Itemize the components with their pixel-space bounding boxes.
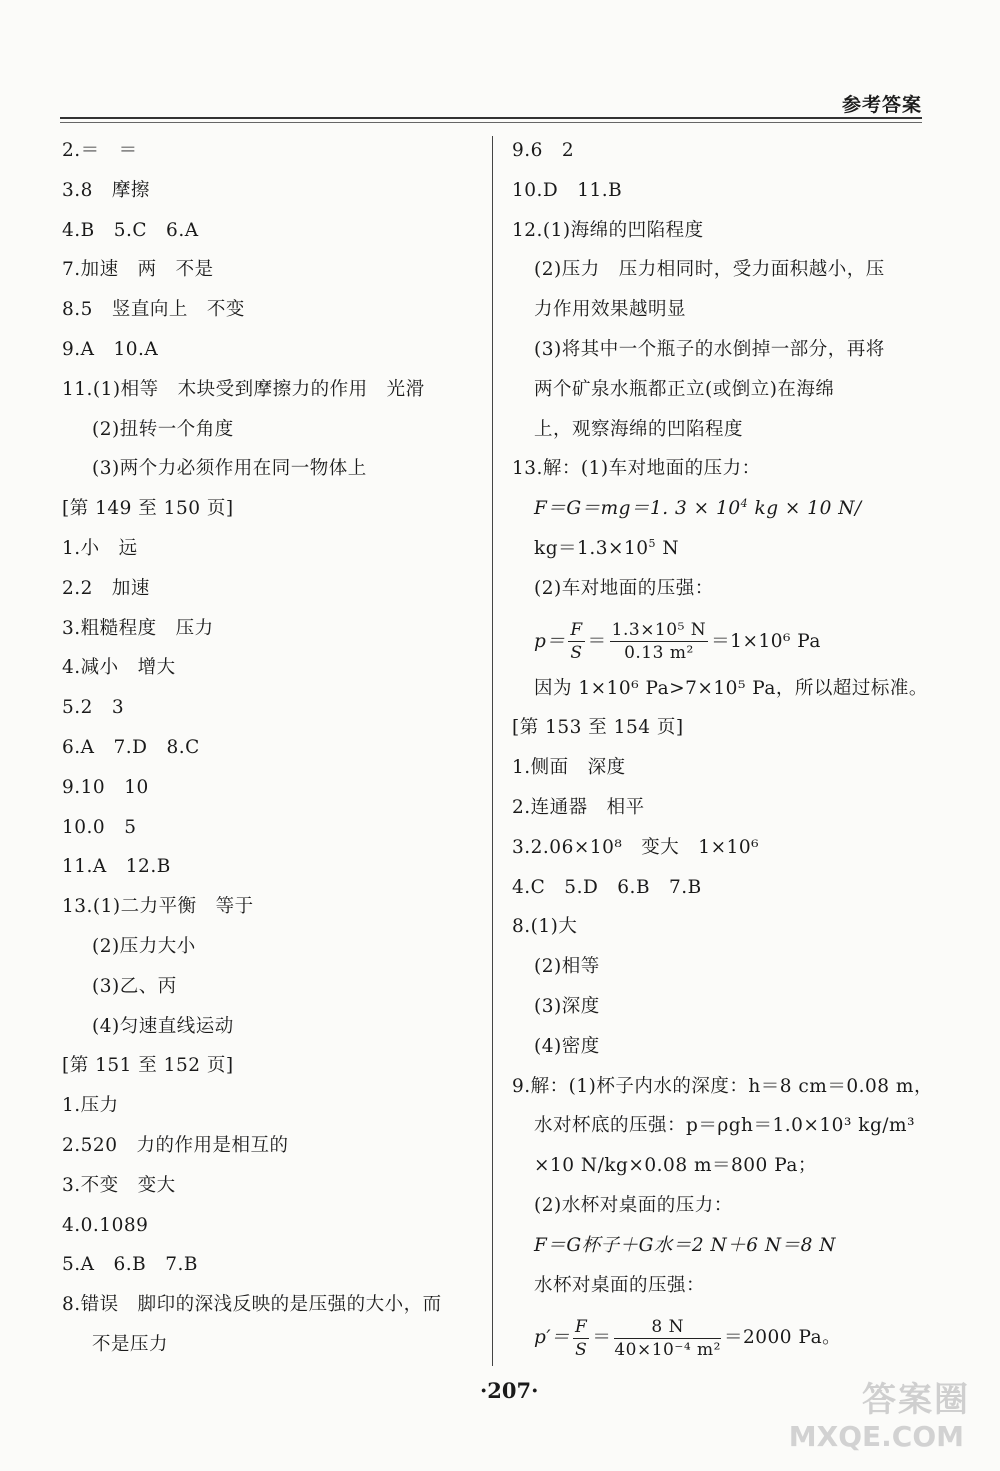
answer-line: (3)乙、丙 (92, 975, 177, 997)
answer-line: ×10 N/kg×0.08 m＝800 Pa； (534, 1155, 817, 1177)
answer-line: 2.520 力的作用是相互的 (62, 1134, 289, 1156)
answer-line: 2.连通器 相平 (512, 796, 645, 818)
right-column (512, 134, 933, 1368)
answer-line: 10.D 11.B (512, 179, 623, 201)
answer-line: (3)将其中一个瓶子的水倒掉一部分，再将 (534, 338, 885, 360)
answer-line: 水杯对桌面的压强： (534, 1274, 706, 1296)
answer-line: 11.A 12.B (62, 856, 171, 878)
answer-line: (4)密度 (534, 1035, 600, 1057)
formula-rhs: ＝2000 Pa。 (724, 1327, 842, 1349)
answer-line: 两个矿泉水瓶都正立(或倒立)在海绵 (534, 378, 835, 400)
answer-line: 上，观察海绵的凹陷程度 (534, 418, 744, 440)
fraction (573, 1316, 589, 1361)
answer-line: 1.压力 (62, 1095, 119, 1117)
fraction-numerator: 8 N (614, 1316, 721, 1339)
answer-line: 11.(1)相等 木块受到摩擦力的作用 光滑 (62, 378, 425, 400)
answer-line: 力作用效果越明显 (534, 299, 687, 321)
formula-text: kg × 10 N/ (748, 498, 862, 520)
answer-line: 1.侧面 深度 (512, 757, 626, 779)
section-heading: [第 153 至 154 页] (512, 717, 684, 739)
answer-line: 9.10 10 (62, 776, 149, 798)
answer-line: 5.2 3 (62, 697, 125, 719)
exponent: 4 (740, 497, 749, 511)
answer-line: 4.0.1089 (62, 1214, 149, 1236)
fraction (568, 619, 584, 664)
fraction-numerator: F (570, 620, 583, 641)
formula-lhs: p＝ (534, 630, 566, 652)
watermark-logo: 答案圈 (862, 1380, 970, 1420)
formula-text: kg＝1.3×10 (534, 537, 649, 559)
answer-line: 8.错误 脚印的深浅反映的是压强的大小，而 (62, 1294, 442, 1316)
watermark-url: MXQE.COM (788, 1420, 964, 1453)
fraction-denominator: S (570, 643, 583, 664)
answer-line: 6.A 7.D 8.C (62, 736, 200, 758)
pressure-formula (512, 612, 930, 672)
answer-line: 8.(1)大 (512, 916, 578, 938)
header-rule-thin (60, 122, 922, 123)
answer-line: (4)匀速直线运动 (92, 1015, 234, 1037)
fraction (610, 619, 709, 664)
answer-line: (2)扭转一个角度 (92, 418, 234, 440)
answer-line: 2.2 加速 (62, 577, 150, 599)
answer-line: 10.0 5 (62, 816, 137, 838)
answer-line: 3.2.06×10⁸ 变大 1×10⁶ (512, 836, 760, 858)
answer-line: 不是压力 (92, 1333, 169, 1355)
header-rule-thick (60, 117, 922, 119)
answer-line: 1.小 远 (62, 537, 138, 559)
answer-line: F＝G杯子＋G水＝2 N＋6 N＝8 N (534, 1234, 836, 1256)
fraction-denominator: 0.13 m² (624, 643, 694, 664)
formula-text: N (656, 537, 680, 559)
formula-rhs: ＝1×10⁶ Pa (711, 630, 821, 652)
answer-line: 4.减小 增大 (62, 657, 176, 679)
answer-line: (3)深度 (534, 995, 600, 1017)
answer-line: (2)车对地面的压强： (534, 577, 714, 599)
formula-line (512, 492, 930, 532)
section-heading: [第 149 至 150 页] (62, 498, 234, 520)
formula-lhs: p′＝ (534, 1327, 571, 1349)
left-column (62, 134, 482, 1368)
answer-line: 2.＝ ＝ (62, 140, 138, 161)
answer-line: 因为 1×10⁶ Pa>7×10⁵ Pa，所以超过标准。 (534, 677, 928, 699)
answer-line: 9.6 2 (512, 140, 575, 161)
formula-line (512, 532, 930, 572)
answer-line: 4.C 5.D 6.B 7.B (512, 876, 702, 898)
answer-line: (3)两个力必须作用在同一物体上 (92, 458, 367, 480)
fraction (614, 1316, 721, 1361)
answer-line: (2)相等 (534, 956, 600, 978)
answer-line: 3.不变 变大 (62, 1174, 176, 1196)
section-heading: [第 151 至 152 页] (62, 1055, 234, 1077)
fraction-numerator: 1.3×10⁵ N (611, 620, 707, 641)
answer-line: 3.粗糙程度 压力 (62, 617, 214, 639)
page-header (60, 84, 922, 120)
column-divider (492, 136, 493, 1366)
formula-text: F＝G＝mg＝1. 3 × 10 (534, 498, 741, 520)
page-number: ·207· (480, 1378, 539, 1403)
answer-line: 5.A 6.B 7.B (62, 1254, 199, 1276)
answer-line: 8.5 竖直向上 不变 (62, 299, 245, 321)
answer-line: 水对杯底的压强：p＝ρgh＝1.0×10³ kg/m³ (534, 1115, 915, 1137)
answer-line: 9.解：(1)杯子内水的深度：h＝8 cm＝0.08 m， (512, 1075, 933, 1097)
answer-line: (2)压力大小 (92, 935, 196, 957)
answer-line: 9.A 10.A (62, 338, 159, 360)
pressure-formula (512, 1308, 930, 1368)
exponent: 5 (648, 536, 657, 550)
answer-line: 4.B 5.C 6.A (62, 219, 199, 241)
equals-sign: ＝ (587, 630, 607, 652)
header-title: 参考答案 (841, 94, 922, 116)
answer-line: 3.8 摩擦 (62, 179, 150, 201)
answer-line: 13.(1)二力平衡 等于 (62, 896, 254, 918)
fraction-denominator: S (575, 1339, 588, 1360)
answer-line: (2)水杯对桌面的压力： (534, 1194, 733, 1216)
answer-line: 12.(1)海绵的凹陷程度 (512, 219, 704, 241)
fraction-denominator: 40×10⁻⁴ m² (614, 1339, 721, 1360)
answer-line: 13.解：(1)车对地面的压力： (512, 458, 761, 480)
answer-line: (2)压力 压力相同时，受力面积越小，压 (534, 259, 885, 281)
fraction-numerator: F (575, 1316, 588, 1337)
answer-line: 7.加速 两 不是 (62, 259, 214, 281)
equals-sign: ＝ (592, 1327, 612, 1349)
